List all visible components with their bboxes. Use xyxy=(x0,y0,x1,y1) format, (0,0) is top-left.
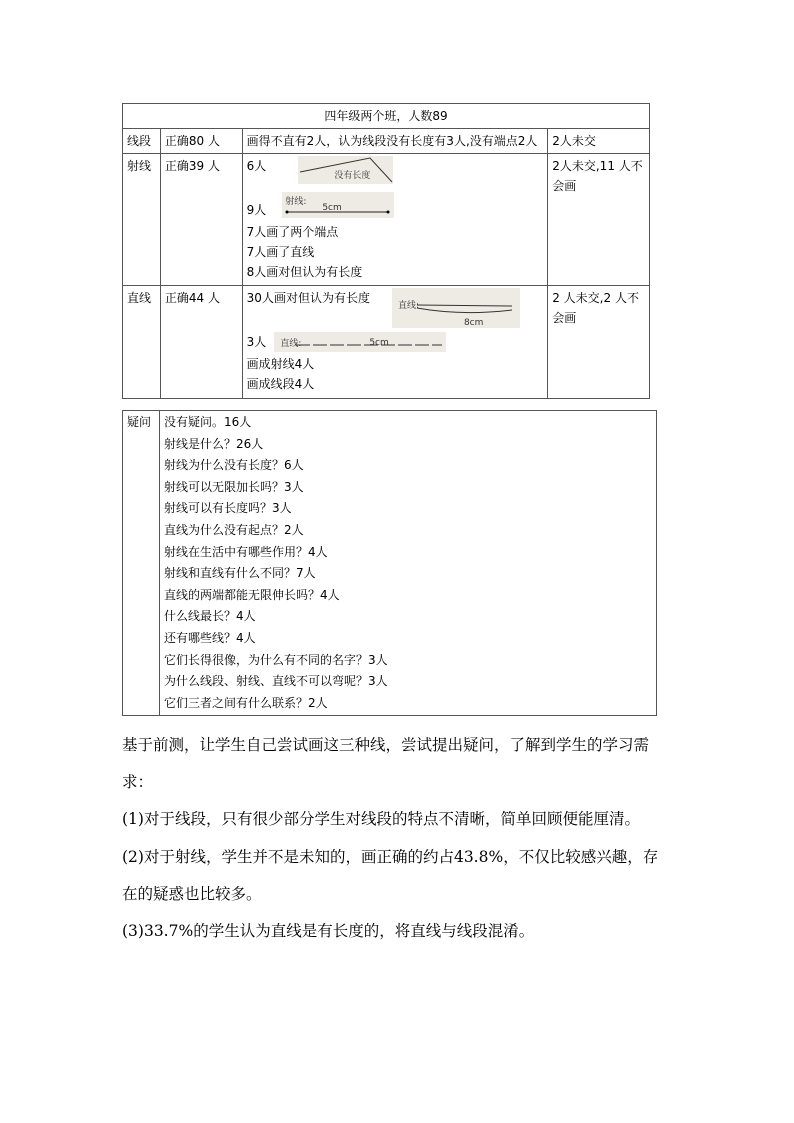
row-note: 2 人未交,2 人不会画 xyxy=(548,286,650,399)
row-name: 线段 xyxy=(123,129,161,154)
question-item: 它们三者之间有什么联系？2人 xyxy=(164,695,328,710)
table-row xyxy=(123,154,650,286)
handwriting-image: 没有长度 xyxy=(298,156,393,184)
table-row xyxy=(123,286,650,399)
table-title: 四年级两个班，人数89 xyxy=(123,104,650,129)
handwriting-image: 射线: 5cm xyxy=(282,192,394,218)
row-name: 射线 xyxy=(123,154,161,286)
row-detail: 3人 xyxy=(246,335,267,349)
analysis-text xyxy=(122,727,667,950)
question-item: 直线为什么没有起点？2人 xyxy=(164,522,304,537)
question-item: 射线可以有长度吗？3人 xyxy=(164,501,292,516)
question-item: 还有哪些线？4人 xyxy=(164,630,256,645)
questions-table xyxy=(122,410,657,716)
question-item: 射线可以无限加长吗？3人 xyxy=(164,479,304,494)
paragraph: 基于前测，让学生自己尝试画这三种线，尝试提出疑问，了解到学生的学习需求： xyxy=(122,736,650,792)
question-item: 它们长得很像，为什么有不同的名字？3人 xyxy=(164,652,388,667)
row-detail: 7人画了两个端点 xyxy=(246,225,339,239)
row-note: 2人未交,11 人不会画 xyxy=(548,154,650,286)
question-item: 直线的两端都能无限伸长吗？4人 xyxy=(164,587,340,602)
questions-list xyxy=(160,411,657,716)
paragraph: (3)33.7%的学生认为直线是有长度的，将直线与线段混淆。 xyxy=(122,922,535,941)
row-correct: 正确44 人 xyxy=(160,286,242,399)
pretest-table xyxy=(122,103,650,399)
handwriting-image: 直线: 8cm xyxy=(392,288,520,328)
row-correct: 正确39 人 xyxy=(160,154,242,286)
question-item: 为什么线段、射线、直线不可以弯呢？3人 xyxy=(164,674,388,689)
questions-label: 疑问 xyxy=(123,411,160,716)
row-detail: 画成射线4人 xyxy=(246,357,315,371)
paragraph: (2)对于射线，学生并不是未知的，画正确的约占43.8%，不仅比较感兴趣，存在的疑惑也比较多。 xyxy=(122,847,659,903)
row-detail: 画成线段4人 xyxy=(246,377,315,391)
table-row xyxy=(123,129,650,154)
row-name: 直线 xyxy=(123,286,161,399)
row-detail: 画得不直有2人，认为线段没有长度有3人,没有端点2人 xyxy=(242,129,548,154)
question-item: 什么线最长？4人 xyxy=(164,609,256,624)
row-detail: 30人画对但认为有长度 xyxy=(246,291,370,305)
row-detail: 7人画了直线 xyxy=(246,245,315,259)
row-note: 2人未交 xyxy=(548,129,650,154)
handwriting-image: 直线: 5cm xyxy=(274,332,446,352)
row-correct: 正确80 人 xyxy=(160,129,242,154)
paragraph: (1)对于线段，只有很少部分学生对线段的特点不清晰，简单回顾便能厘清。 xyxy=(122,810,640,829)
question-item: 射线和直线有什么不同？7人 xyxy=(164,566,316,581)
row-detail: 6人 xyxy=(246,159,267,173)
question-item: 射线是什么？26人 xyxy=(164,436,264,451)
question-item: 射线为什么没有长度？6人 xyxy=(164,458,304,473)
question-item: 射线在生活中有哪些作用？4人 xyxy=(164,544,328,559)
row-detail: 8人画对但认为有长度 xyxy=(246,265,363,279)
row-detail: 9人 xyxy=(246,203,267,217)
question-item: 没有疑问。16人 xyxy=(164,415,252,429)
